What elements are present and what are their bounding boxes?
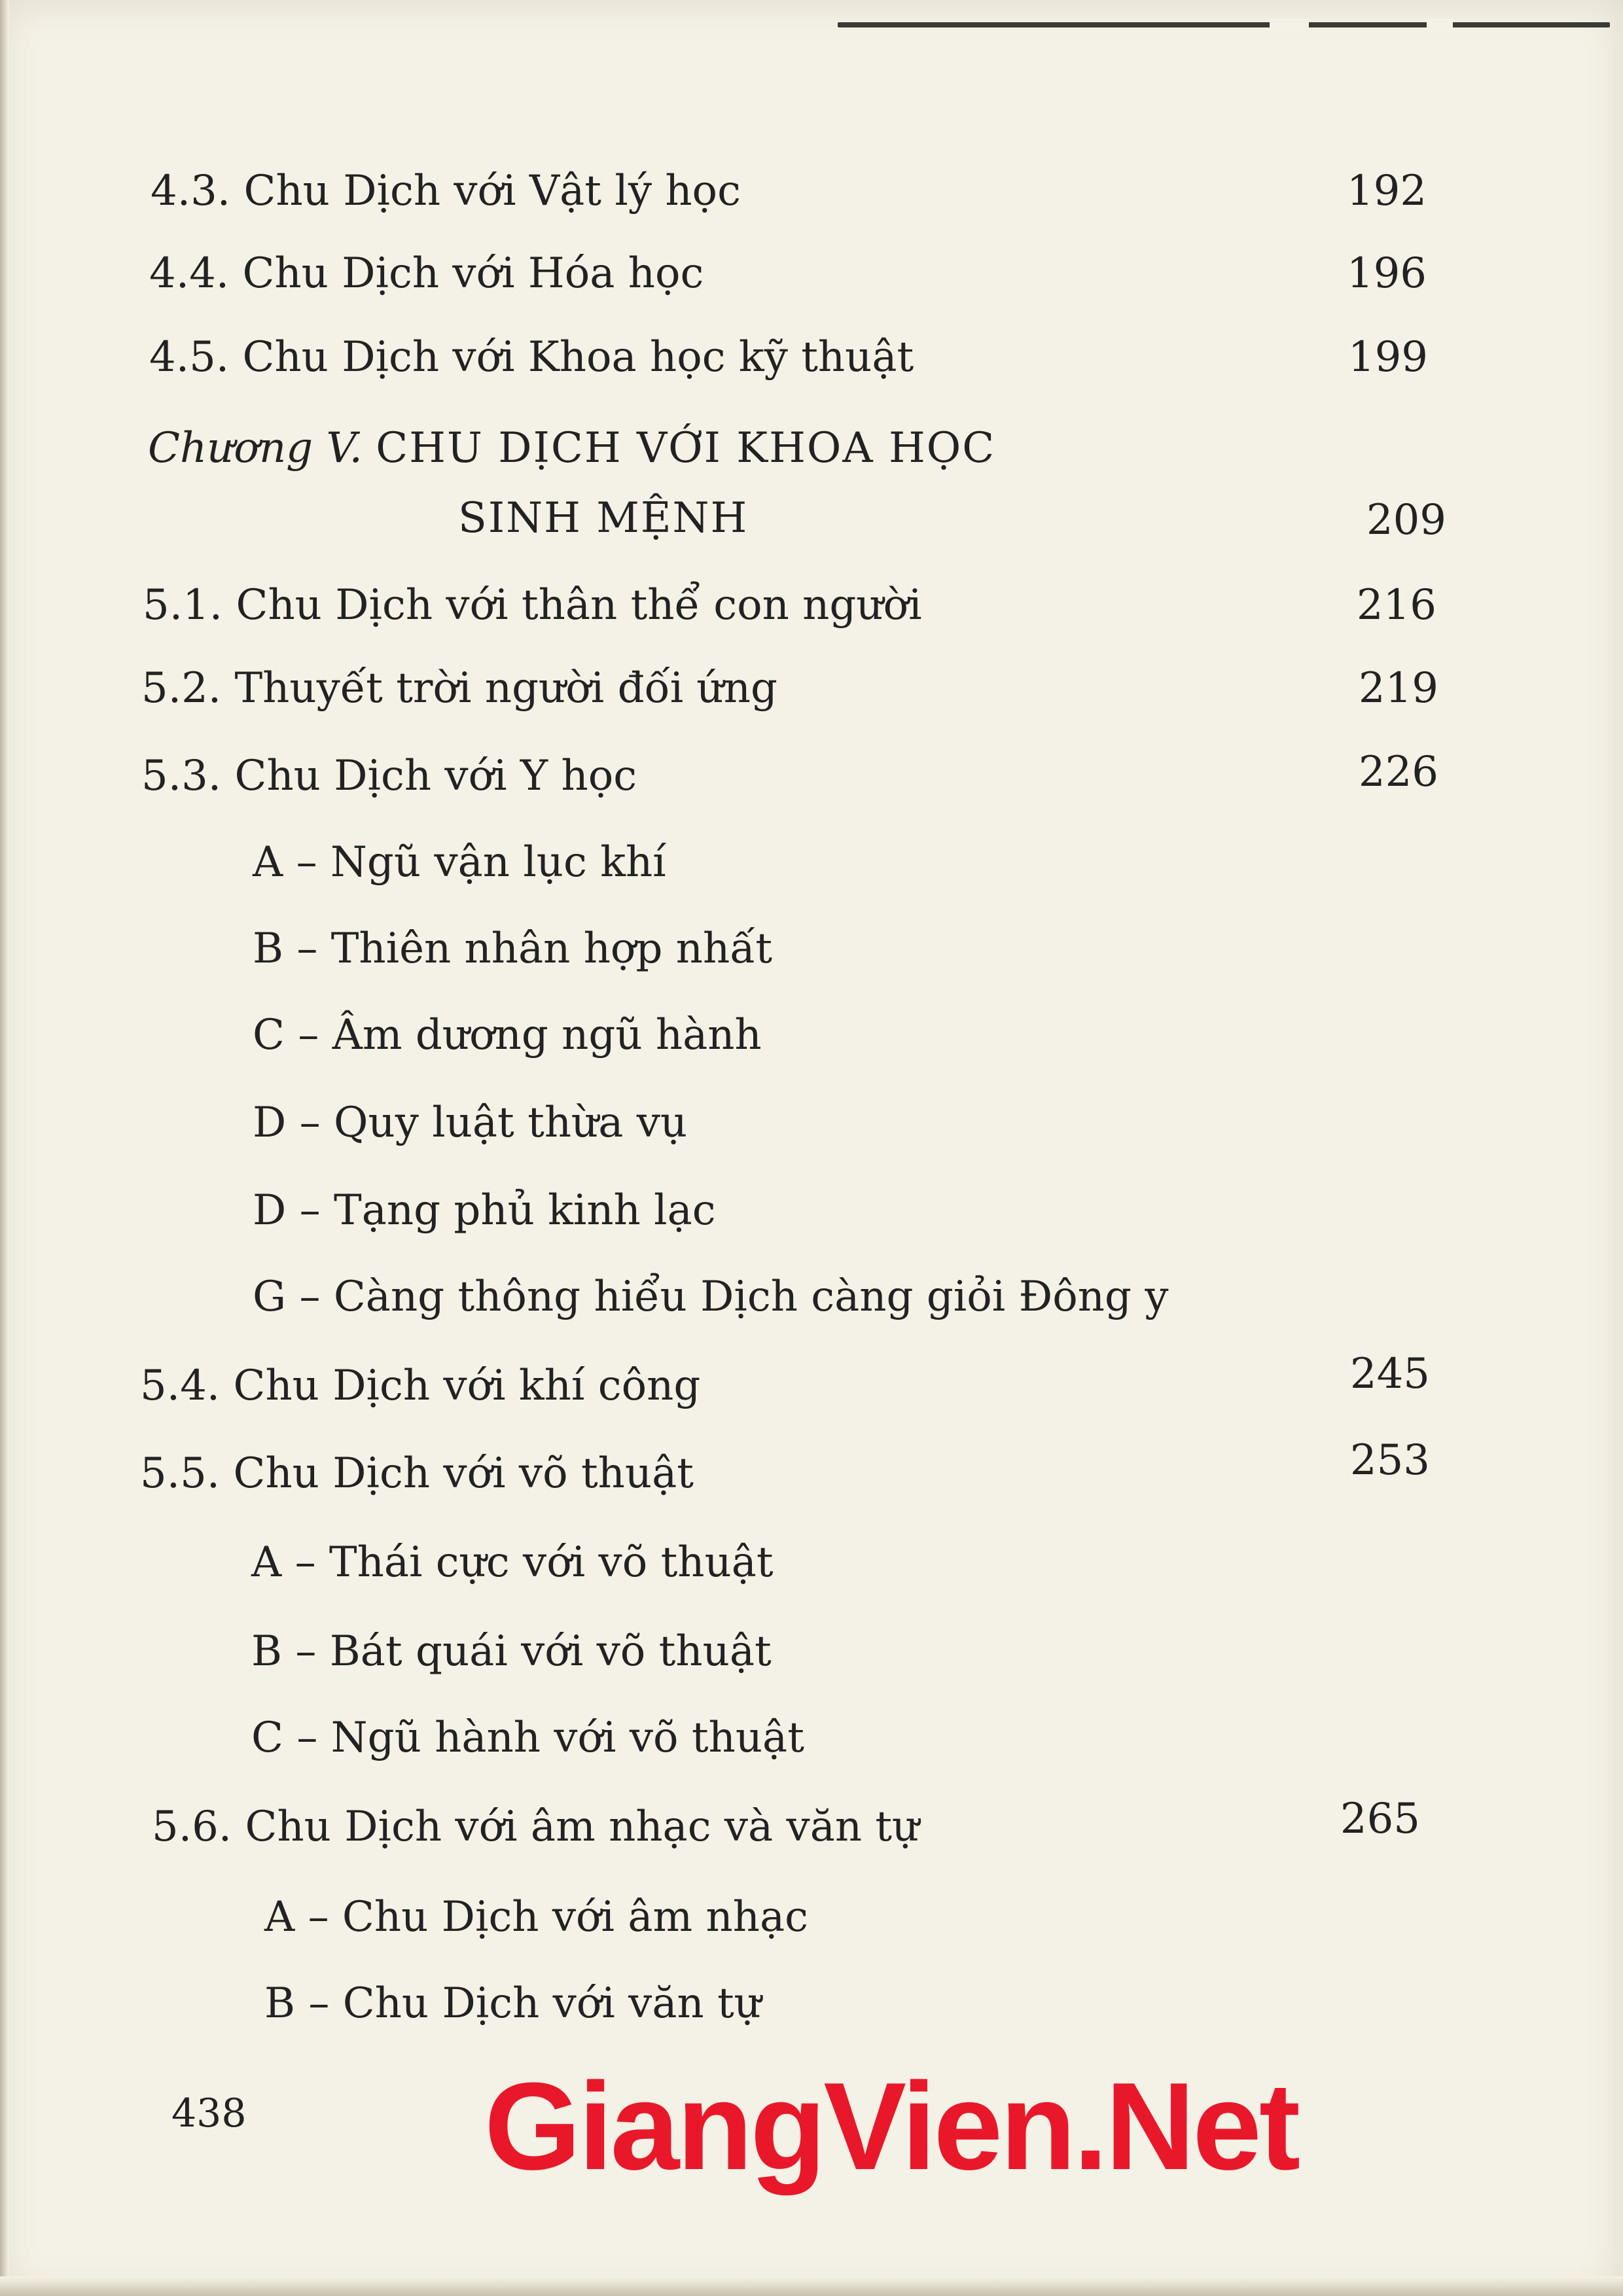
toc-subentry: A – Ngũ vận lục khí — [253, 838, 666, 887]
toc-subentry: A – Thái cực với võ thuật — [251, 1538, 774, 1587]
toc-entry-label: 5.2. Thuyết trời người đối ứng — [141, 664, 777, 713]
toc-subentry: D – Quy luật thừa vụ — [253, 1099, 688, 1147]
top-rule — [838, 22, 1610, 27]
top-rule-wear — [1427, 18, 1453, 31]
toc-entry-label: 5.1. Chu Dịch với thân thể con người — [143, 581, 922, 629]
toc-entry-page: 199 — [1347, 333, 1428, 381]
toc-entry-page: 219 — [1358, 664, 1438, 713]
toc-entry-label: 4.5. Chu Dịch với Khoa học kỹ thuật — [149, 333, 914, 381]
chapter-heading — [148, 422, 995, 474]
toc-entry-page: 192 — [1346, 167, 1427, 215]
toc-entry-label: 4.4. Chu Dịch với Hóa học — [149, 249, 704, 298]
toc-subentry: B – Thiên nhân hợp nhất — [253, 925, 773, 973]
toc-subentry: G – Càng thông hiểu Dịch càng giỏi Đông y — [253, 1273, 1169, 1321]
chapter-title-line1: CHU DỊCH VỚI KHOA HỌC — [376, 424, 996, 472]
chapter-title-line2: SINH MỆNH — [458, 494, 749, 542]
toc-subentry: B – Chu Dịch với văn tự — [264, 1979, 761, 2028]
toc-entry-label: 5.4. Chu Dịch với khí công — [140, 1362, 701, 1410]
toc-entry-label: 5.6. Chu Dịch với âm nhạc và văn tự — [152, 1803, 919, 1851]
toc-entry-page: 265 — [1340, 1795, 1420, 1843]
toc-entry-page: 216 — [1356, 581, 1436, 629]
toc-subentry: D – Tạng phủ kinh lạc — [253, 1186, 716, 1235]
watermark-logo: GiangVien.Net — [484, 2057, 1298, 2196]
toc-entry-page: 253 — [1349, 1436, 1430, 1485]
toc-entry-label: 5.5. Chu Dịch với võ thuật — [140, 1449, 694, 1498]
toc-subentry: B – Bát quái với võ thuật — [251, 1627, 772, 1676]
page-number: 438 — [171, 2091, 247, 2136]
toc-subentry: C – Âm dương ngũ hành — [253, 1011, 762, 1059]
page-bottom-shadow — [0, 2276, 1623, 2296]
toc-entry-page: 226 — [1358, 748, 1438, 796]
toc-subentry: C – Ngũ hành với võ thuật — [251, 1714, 804, 1762]
toc-entry-page: 196 — [1346, 249, 1427, 298]
toc-entry-label: 5.3. Chu Dịch với Y học — [141, 752, 637, 800]
toc-entry-label: 4.3. Chu Dịch với Vật lý học — [151, 167, 741, 215]
chapter-label: Chương V. — [148, 424, 363, 472]
chapter-page: 209 — [1366, 496, 1446, 544]
top-rule-wear — [1270, 18, 1309, 31]
toc-subentry: A – Chu Dịch với âm nhạc — [264, 1893, 808, 1941]
toc-entry-page: 245 — [1349, 1350, 1430, 1398]
page-edge-shadow — [0, 0, 9, 2296]
